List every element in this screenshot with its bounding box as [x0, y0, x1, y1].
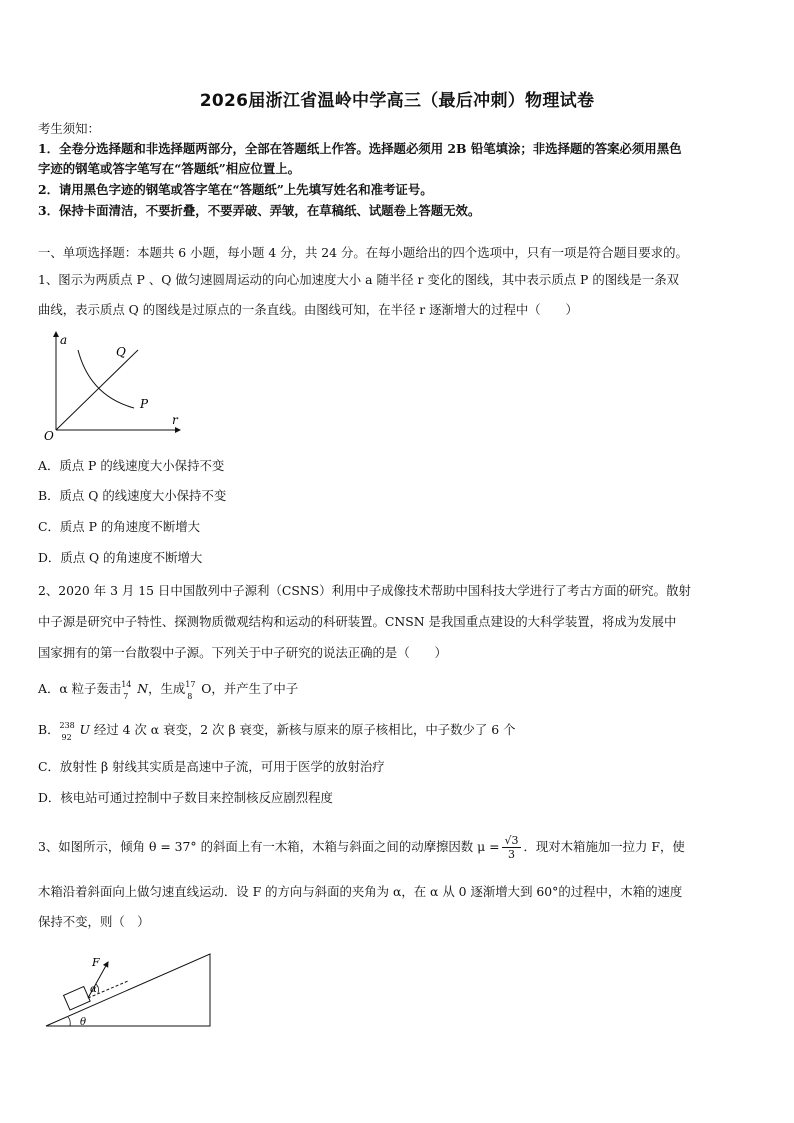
q3-line-2: 木箱沿着斜面向上做匀速直线运动．设 F 的方向与斜面的夹角为 α，在 α 从 0 逐渐增大到 60°的过程中，木箱的速度: [38, 884, 683, 899]
atomic-number: 92: [61, 732, 72, 742]
label-force: F: [92, 956, 100, 969]
q1-option-a[interactable]: A．质点 P 的线速度大小保持不变: [38, 458, 225, 473]
q3-line-1-post: ．现对木箱施加一拉力 F，使: [523, 839, 685, 854]
q1-option-b[interactable]: B．质点 Q 的线速度大小保持不变: [38, 488, 227, 503]
q2-option-a[interactable]: [38, 679, 299, 701]
mu-fraction: [502, 834, 520, 861]
element-u: U: [79, 722, 90, 737]
q2-line-3: 国家拥有的第一台散裂中子源。下列关于中子研究的说法正确的是（ ）: [38, 645, 447, 660]
nuclide-uranium: [59, 720, 80, 742]
page-title: 2026届浙江省温岭中学高三（最后冲刺）物理试卷: [199, 91, 595, 111]
mass-number: 17: [185, 679, 196, 689]
q2-option-c[interactable]: C．放射性 β 射线其实质是高速中子流，可用于医学的放射治疗: [38, 759, 385, 774]
q2-line-2: 中子源是研究中子特性、探测物质微观结构和运动的科研装置。CNSN 是我国重点建设的大科学装置，将成为发展中: [38, 614, 677, 629]
q1-graph: [38, 328, 198, 444]
mass-number: 14: [121, 679, 132, 689]
wooden-box: [64, 987, 91, 1010]
element-n: N: [137, 681, 149, 696]
q1-label-p: P: [140, 397, 149, 411]
q2-option-b-prefix: B．: [38, 722, 60, 737]
notice-line-2: 2．请用黑色字迹的钢笔或答字笔在“答题纸”上先填写姓名和准考证号。: [38, 182, 433, 197]
theta-arc: [68, 1017, 70, 1026]
q1-line-q: [56, 350, 138, 430]
q1-label-origin: O: [44, 429, 54, 443]
label-alpha: α: [90, 984, 97, 995]
q2-option-a-mid: ，生成: [148, 681, 186, 696]
mass-number: 238: [59, 720, 75, 730]
notice-heading: 考生须知：: [38, 121, 100, 136]
notice-line-3: 3．保持卡面清洁，不要折叠，不要弄破、弄皱，在草稿纸、试题卷上答题无效。: [38, 203, 481, 218]
nuclide-nitrogen: [121, 679, 137, 701]
incline-triangle: [46, 954, 210, 1026]
q1-label-q: Q: [116, 345, 126, 359]
q3-line-3: 保持不变，则（ ）: [38, 914, 150, 929]
nuclide-oxygen: [185, 679, 201, 701]
q2-option-d[interactable]: D．核电站可通过控制中子数目来控制核反应剧烈程度: [38, 790, 333, 805]
fraction-numerator: √3: [504, 834, 519, 847]
q1-label-r: r: [172, 413, 178, 427]
q3-incline-figure: [40, 948, 220, 1032]
q1-option-d[interactable]: D．质点 Q 的角速度不断增大: [38, 550, 203, 565]
atomic-number: 8: [187, 691, 193, 701]
notice-line-1b: 字迹的钢笔或答字笔写在“答题纸”相应位置上。: [38, 161, 301, 176]
q1-label-a: a: [60, 333, 68, 347]
notice-line-1a: 1．全卷分选择题和非选择题两部分，全部在答题纸上作答。选择题必须用 2B 铅笔填涂；非选择题的答案必须用黑色: [38, 141, 682, 156]
q2-option-b[interactable]: [38, 720, 516, 742]
section-heading: 一、单项选择题：本题共 6 小题，每小题 4 分，共 24 分。在每小题给出的四个选项中，只有一项是符合题目要求的。: [38, 245, 688, 260]
q2-option-b-suffix: 经过 4 次 α 衰变，2 次 β 衰变，新核与原来的原子核相比，中子数少了 6 个: [89, 722, 516, 737]
q1-line-1: 1、图示为两质点 P 、Q 做匀速圆周运动的向心加速度大小 a 随半径 r 变化的图线，其中表示质点 P 的图线是一条双: [38, 272, 680, 287]
q3-line-1-pre: 3、如图所示，倾角 θ = 37° 的斜面上有一木箱，木箱与斜面之间的动摩擦因数 μ =: [38, 839, 500, 854]
q2-option-a-suffix: ，并产生了中子: [211, 681, 299, 696]
atomic-number: 7: [123, 691, 129, 701]
q3-line-1: [38, 830, 760, 864]
q1-option-c[interactable]: C．质点 P 的角速度不断增大: [38, 519, 200, 534]
label-theta: θ: [80, 1017, 87, 1028]
fraction-denominator: 3: [507, 848, 515, 861]
q1-line-2: 曲线，表示质点 Q 的图线是过原点的一条直线。由图线可知，在半径 r 逐渐增大的过程中（ ）: [38, 302, 578, 317]
q2-line-1: 2、2020 年 3 月 15 日中国散列中子源利（CSNS）利用中子成像技术帮助中国科技大学进行了考古方面的研究。散射: [38, 583, 691, 598]
q2-option-a-prefix: A．α 粒子轰击: [38, 681, 122, 696]
element-o: O: [201, 681, 212, 696]
